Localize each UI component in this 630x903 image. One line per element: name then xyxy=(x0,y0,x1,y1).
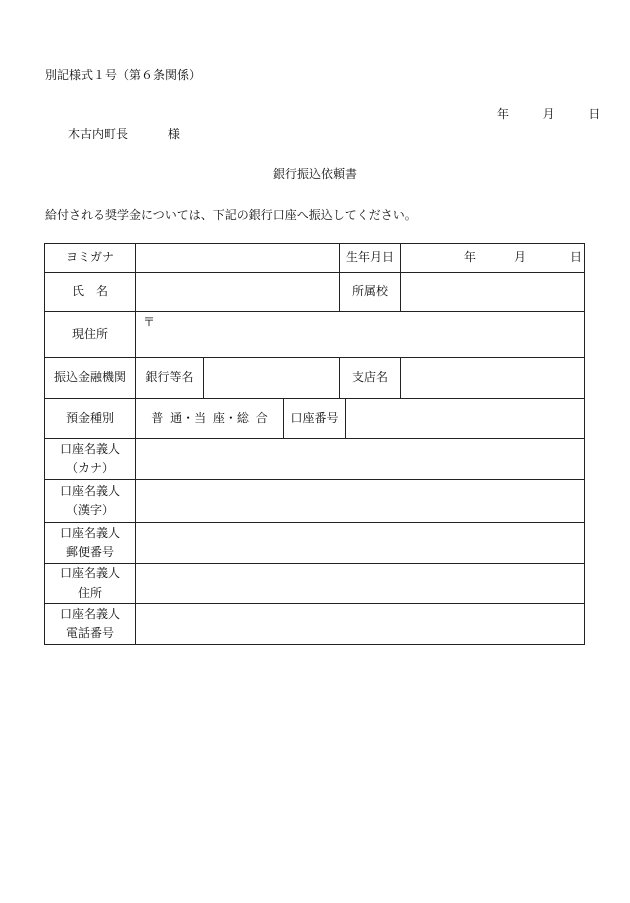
form-number-label: 別記様式１号（第６条関係） xyxy=(45,68,202,82)
holder-postal-field[interactable] xyxy=(136,523,584,563)
holder-kana-field[interactable] xyxy=(136,439,584,479)
intro-text: 給付される奨学金については、下記の銀行口座へ振込してください。 xyxy=(45,208,417,222)
date-month-label: 月 xyxy=(542,107,555,121)
birthdate-label: 生年月日 xyxy=(345,250,394,265)
holder-address-field[interactable] xyxy=(136,564,584,603)
yomigana-label: ヨミガナ xyxy=(65,250,114,265)
bank-name-field[interactable] xyxy=(204,358,339,398)
birthdate-day-label: 日 xyxy=(570,250,583,265)
school-field[interactable] xyxy=(401,273,584,311)
bank-transfer-form-table xyxy=(44,243,585,645)
address-field[interactable] xyxy=(136,312,584,357)
bank-name-label: 銀行等名 xyxy=(145,370,194,385)
birthdate-field[interactable] xyxy=(401,244,584,272)
address-label: 現住所 xyxy=(71,326,108,341)
date-year-label: 年 xyxy=(497,107,510,121)
account-number-label: 口座番号 xyxy=(290,410,339,425)
holder-kana-line1: 口座名義人 xyxy=(59,441,120,456)
holder-phone-line2: 電話番号 xyxy=(65,626,114,640)
name-label: 氏 名 xyxy=(71,284,108,299)
account-number-field[interactable] xyxy=(346,399,584,438)
document-title: 銀行振込依頼書 xyxy=(272,167,357,181)
name-field[interactable] xyxy=(136,273,339,311)
holder-postal-line1: 口座名義人 xyxy=(59,525,120,540)
holder-postal-label xyxy=(45,523,135,563)
holder-kanji-line1: 口座名義人 xyxy=(59,483,120,498)
holder-address-label xyxy=(45,564,135,603)
birthdate-month-label: 月 xyxy=(514,250,527,265)
holder-phone-field[interactable] xyxy=(136,604,584,644)
branch-label: 支店名 xyxy=(351,370,388,385)
branch-field[interactable] xyxy=(401,358,584,398)
postal-mark: 〒 xyxy=(143,315,156,329)
account-type-options[interactable]: 普 通・当 座・総 合 xyxy=(151,410,268,425)
holder-phone-line1: 口座名義人 xyxy=(59,606,120,621)
addressee-name: 木古内町長 xyxy=(68,127,129,141)
holder-kana-label xyxy=(45,439,135,479)
document-date xyxy=(497,108,600,120)
holder-kanji-field[interactable] xyxy=(136,480,584,522)
account-type-label: 預金種別 xyxy=(65,410,114,425)
holder-kanji-label xyxy=(45,480,135,522)
holder-address-line2: 住所 xyxy=(77,585,102,600)
addressee xyxy=(68,128,180,140)
school-label: 所属校 xyxy=(351,284,388,299)
bank-label: 振込金融機関 xyxy=(53,370,126,385)
holder-kana-line2: （カナ） xyxy=(65,461,114,475)
yomigana-field[interactable] xyxy=(136,244,339,272)
birthdate-year-label: 年 xyxy=(464,250,477,265)
holder-kanji-line2: （漢字） xyxy=(65,503,114,517)
holder-phone-label xyxy=(45,604,135,644)
date-day-label: 日 xyxy=(588,107,601,121)
holder-postal-line2: 郵便番号 xyxy=(65,545,114,559)
addressee-suffix: 様 xyxy=(167,127,180,141)
holder-address-line1: 口座名義人 xyxy=(59,566,120,581)
